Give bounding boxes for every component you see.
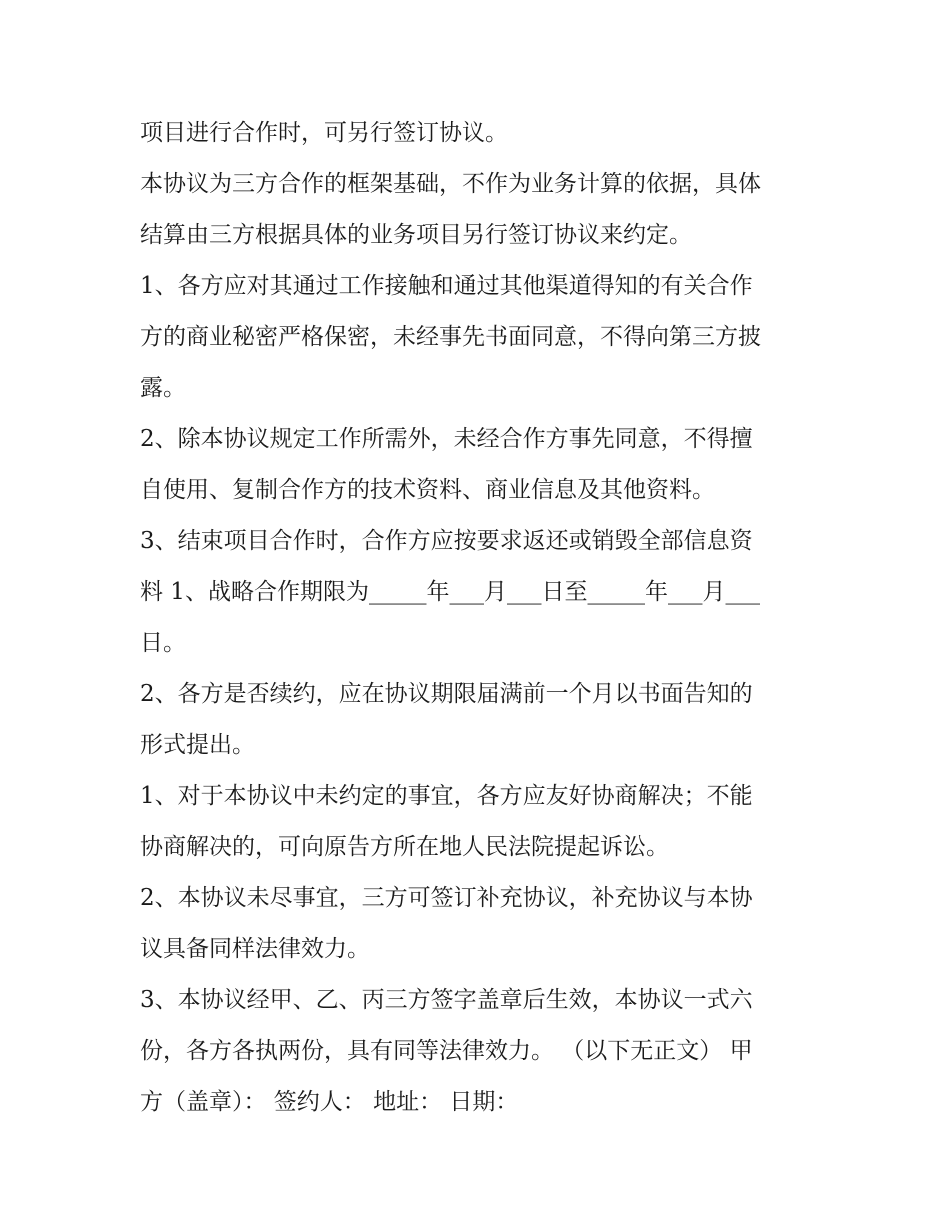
text-line: 露。 bbox=[140, 375, 186, 401]
text-line: 日。 bbox=[140, 630, 186, 656]
text-line: 方的商业秘密严格保密，未经事先书面同意，不得向第三方披 bbox=[140, 324, 761, 350]
text-line: 份，各方各执两份，具有同等法律效力。 （以下无正文） 甲 bbox=[140, 1038, 753, 1064]
text-line: 1、对于本协议中未约定的事宜，各方应友好协商解决；不能 bbox=[140, 783, 753, 809]
text-line: 协商解决的，可向原告方所在地人民法院提起诉讼。 bbox=[140, 834, 669, 860]
text-line: 议具备同样法律效力。 bbox=[140, 936, 370, 962]
text-line: 2、各方是否续约，应在协议期限届满前一个月以书面告知的 bbox=[140, 681, 753, 707]
text-line: 形式提出。 bbox=[140, 732, 255, 758]
text-line: 3、结束项目合作时，合作方应按要求返还或销毁全部信息资 bbox=[140, 528, 753, 554]
text-line: 1、各方应对其通过工作接触和通过其他渠道得知的有关合作 bbox=[140, 273, 753, 299]
text-line: 2、除本协议规定工作所需外，未经合作方事先同意，不得擅 bbox=[140, 426, 753, 452]
text-line: 结算由三方根据具体的业务项目另行签订协议来约定。 bbox=[140, 222, 692, 248]
agreement-text bbox=[140, 108, 820, 1128]
text-line: 料 1、战略合作期限为_____年___月___日至_____年___月___ bbox=[140, 579, 760, 605]
text-line: 2、本协议未尽事宜，三方可签订补充协议，补充协议与本协 bbox=[140, 885, 753, 911]
text-line: 方（盖章）： 签约人： 地址： 日期： bbox=[140, 1089, 519, 1115]
text-line: 3、本协议经甲、乙、丙三方签字盖章后生效，本协议一式六 bbox=[140, 987, 753, 1013]
text-line: 项目进行合作时，可另行签订协议。 bbox=[140, 120, 508, 146]
text-line: 本协议为三方合作的框架基础，不作为业务计算的依据，具体 bbox=[140, 171, 761, 197]
text-line: 自使用、复制合作方的技术资料、商业信息及其他资料。 bbox=[140, 477, 715, 503]
